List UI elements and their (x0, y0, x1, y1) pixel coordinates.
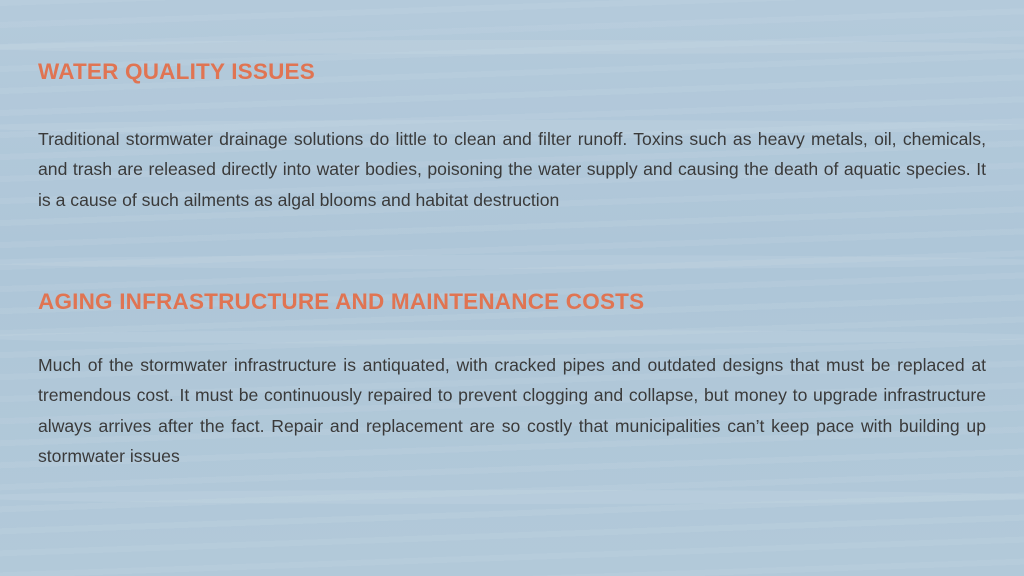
background-wave (0, 490, 1024, 504)
background-wave (0, 255, 1024, 269)
background-wave (0, 40, 1024, 54)
section-water-quality (38, 58, 986, 215)
section-body: Much of the stormwater infrastructure is antiquated, with cracked pipes and outdated designs that must be replaced at tremendous cost. It must be continuously repaired to prevent clogging and collapse, but money to upgrade infrastructure always arrives after the fact. Repair and replacement are so costly that municipalities can’t keep pace with building up stormwater issues (38, 355, 986, 466)
section-heading: WATER QUALITY ISSUES (38, 59, 315, 84)
section-aging-infrastructure (38, 288, 986, 471)
section-heading: AGING INFRASTRUCTURE AND MAINTENANCE COSTS (38, 289, 645, 314)
section-body: Traditional stormwater drainage solutions do little to clean and filter runoff. Toxins such as heavy metals, oil, chemicals, and trash are released directly into water bodies, poisoning the water supply and causing the death of aquatic species. It is a cause of such ailments as algal blooms and habitat destruction (38, 129, 986, 210)
